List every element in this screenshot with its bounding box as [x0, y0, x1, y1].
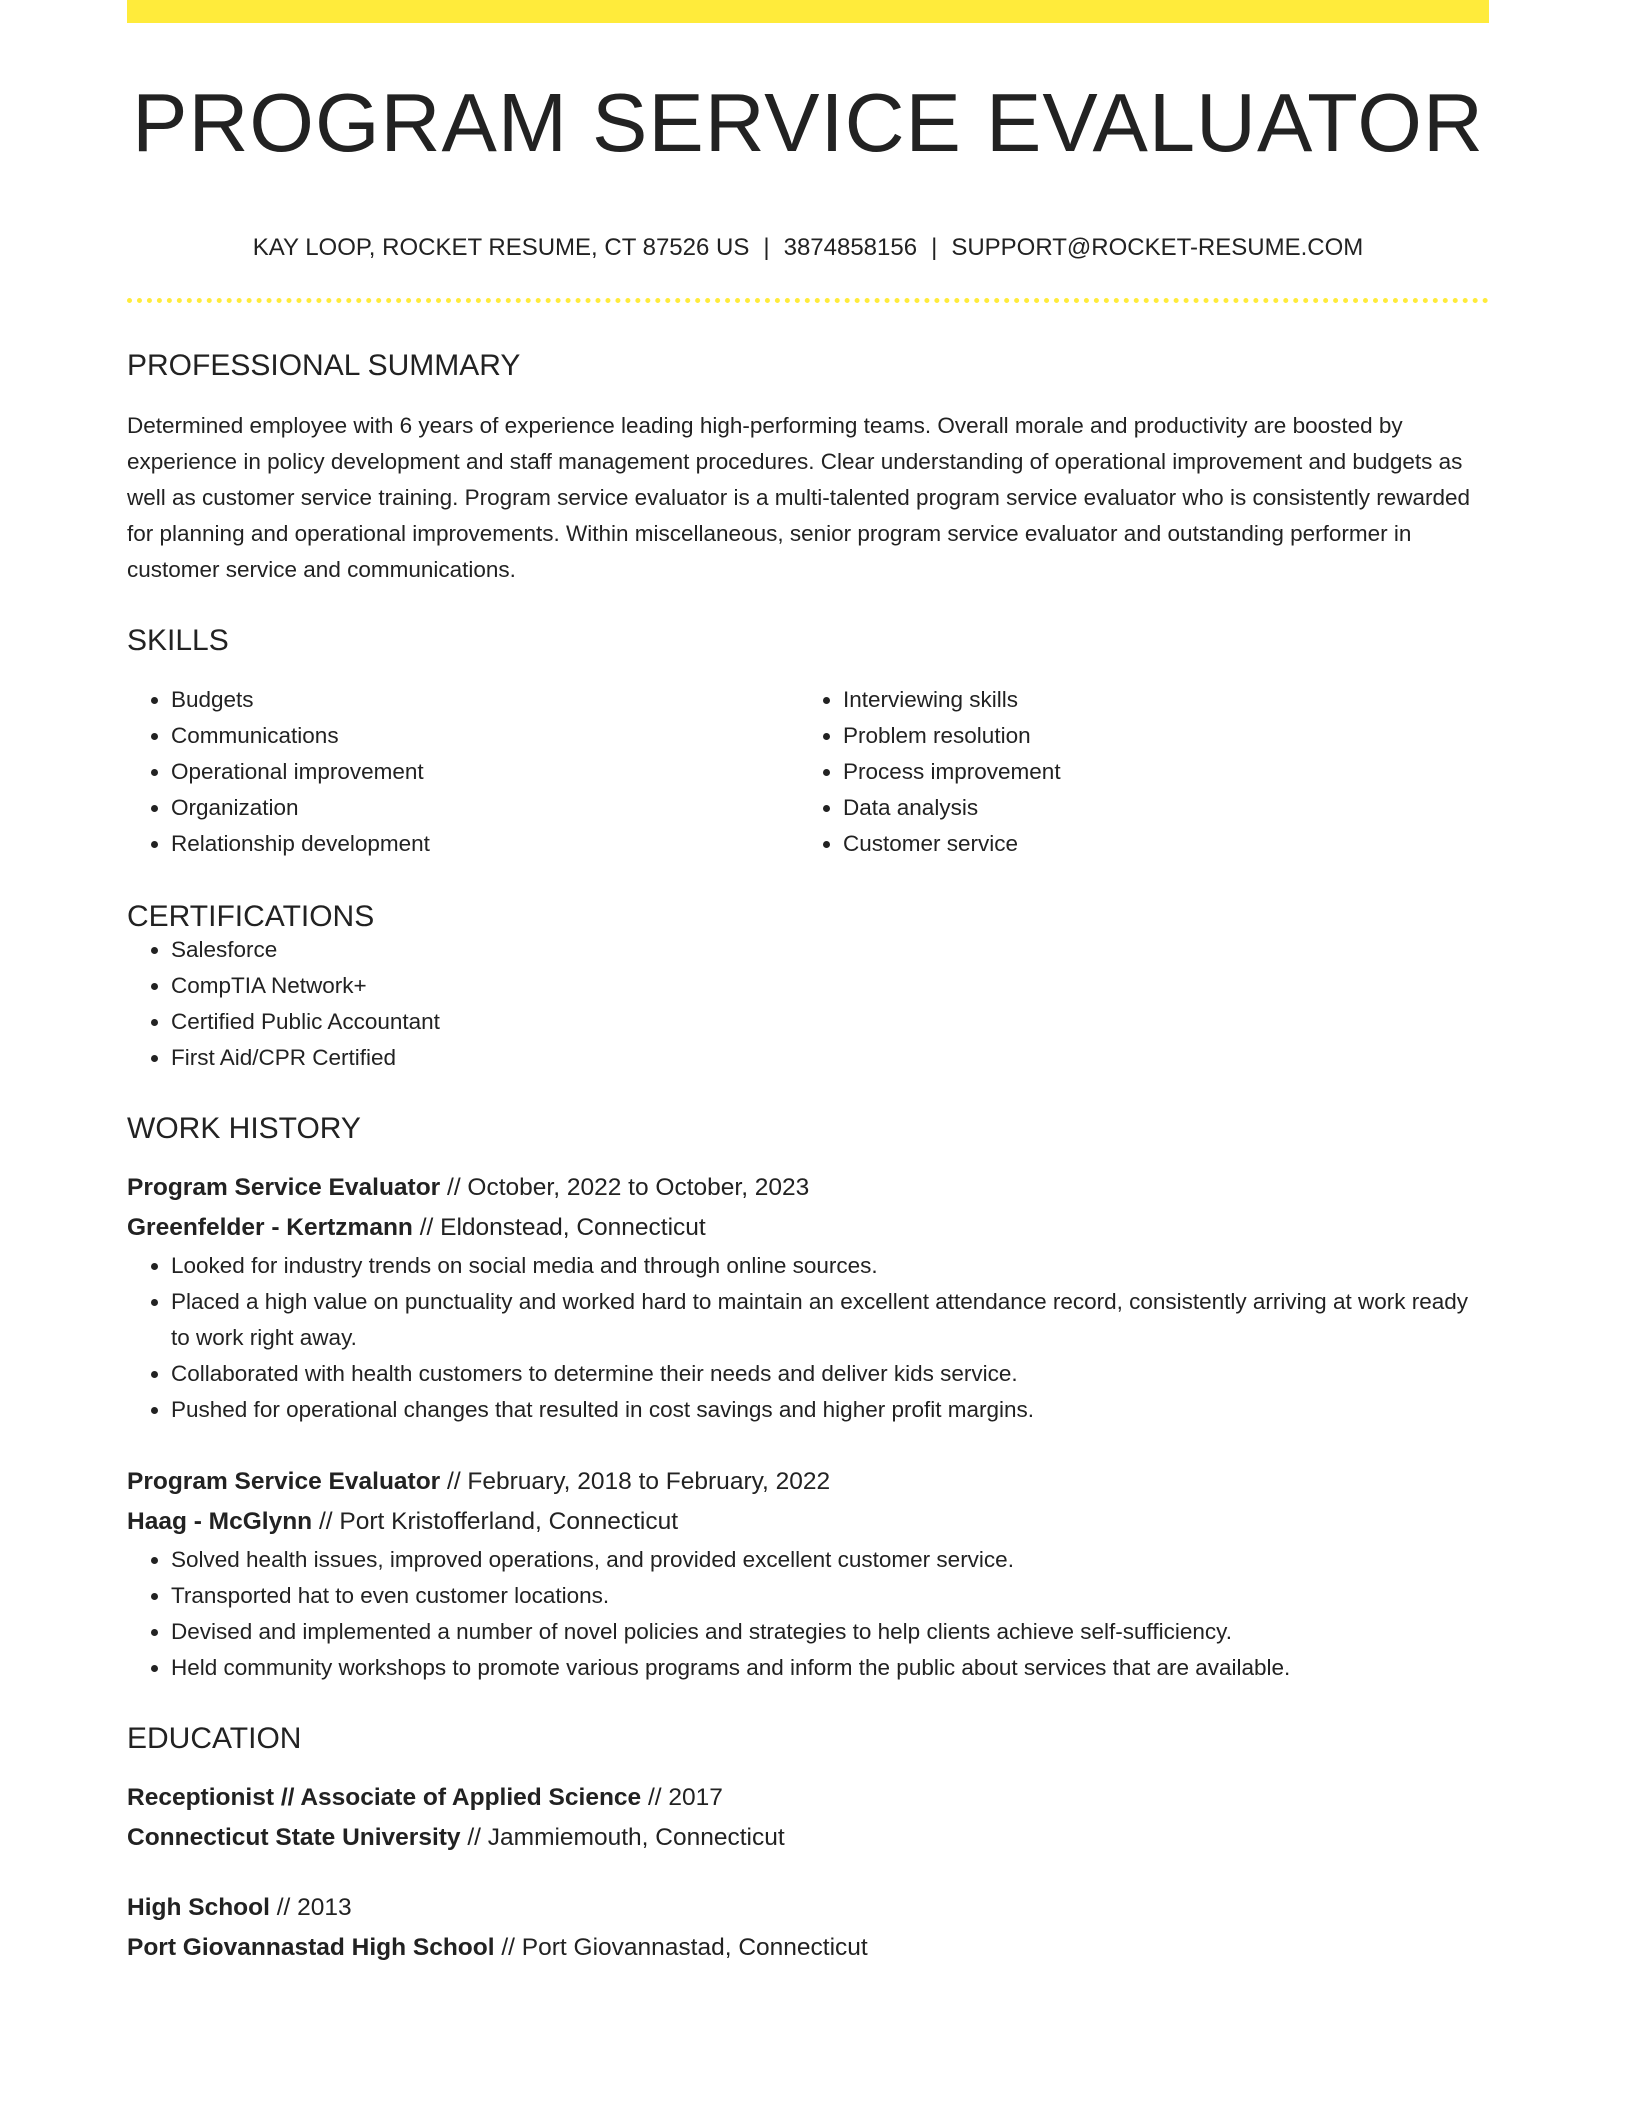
job-role: Program Service Evaluator	[127, 1468, 441, 1495]
education-location: // Port Giovannastad, Connecticut	[494, 1934, 868, 1961]
skill-item: • Organization	[171, 790, 799, 826]
job-bullet-item: • Pushed for operational changes that resulted in cost savings and higher profit margins.	[171, 1392, 1489, 1428]
skill-item: • Communications	[171, 718, 799, 754]
job-dates: // October, 2022 to October, 2023	[440, 1174, 810, 1201]
contact-line	[127, 236, 1489, 260]
job-dates: // February, 2018 to February, 2022	[440, 1468, 831, 1495]
skill-item: • Problem resolution	[843, 718, 1471, 754]
job-bullet-item: • Devised and implemented a number of novel policies and strategies to help clients achieve self-sufficiency.	[171, 1614, 1489, 1650]
job-role-line	[127, 1462, 1489, 1502]
skill-item: • Budgets	[171, 682, 799, 718]
skill-item: • Operational improvement	[171, 754, 799, 790]
skill-item: • Relationship development	[171, 826, 799, 862]
job-company-line	[127, 1208, 1489, 1248]
education-school: Connecticut State University	[127, 1824, 461, 1851]
job-bullet-item: • Transported hat to even customer locations.	[171, 1578, 1489, 1614]
job-bullet-item: • Collaborated with health customers to determine their needs and deliver kids service.	[171, 1356, 1489, 1392]
job-company-line	[127, 1502, 1489, 1542]
job-bullet-item: • Held community workshops to promote various programs and inform the public about services that are available.	[171, 1650, 1489, 1686]
job-role: Program Service Evaluator	[127, 1174, 441, 1201]
education-location: // Jammiemouth, Connecticut	[460, 1824, 785, 1851]
resume-page	[127, 0, 1489, 1968]
accent-top-bar	[127, 0, 1489, 23]
education-year: // 2017	[641, 1784, 723, 1811]
job-bullets	[127, 1248, 1489, 1428]
education-school-line	[127, 1818, 1489, 1858]
job-location: // Eldonstead, Connecticut	[412, 1214, 706, 1241]
certifications-list	[127, 932, 1489, 1076]
section-title-summary: PROFESSIONAL SUMMARY	[127, 349, 521, 382]
section-title-work-history: WORK HISTORY	[127, 1112, 361, 1145]
certification-item: • Salesforce	[171, 932, 1489, 968]
job-role-line	[127, 1168, 1489, 1208]
section-title-education: EDUCATION	[127, 1722, 302, 1755]
skill-item: • Customer service	[843, 826, 1471, 862]
job-bullet-item: • Solved health issues, improved operations, and provided excellent customer service.	[171, 1542, 1489, 1578]
skill-item: • Process improvement	[843, 754, 1471, 790]
skill-item: • Data analysis	[843, 790, 1471, 826]
section-title-skills: SKILLS	[127, 624, 229, 657]
summary-text: Determined employee with 6 years of experience leading high-performing teams. Overall morale and productivity are boosted by experience in policy development and staff management procedures. Clear understanding of operational improvement and budgets as well as customer service training. Program service evaluator is a multi-talented program service evaluator who is consistently rewarded for planning and operational improvements. Within miscellaneous, senior program service evaluator and outstanding performer in customer service and communications.	[127, 413, 1471, 582]
education-degree-line	[127, 1778, 1489, 1818]
education-degree: High School	[127, 1894, 270, 1921]
skill-item: • Interviewing skills	[843, 682, 1471, 718]
contact-phone: 3874858156	[783, 234, 918, 261]
certification-item: • Certified Public Accountant	[171, 1004, 1489, 1040]
job-location: // Port Kristofferland, Connecticut	[312, 1508, 679, 1535]
contact-email: SUPPORT@ROCKET-RESUME.COM	[951, 234, 1364, 261]
skills-column-right	[799, 682, 1471, 862]
skills-column-left	[127, 682, 799, 862]
job-company: Haag - McGlynn	[127, 1508, 313, 1535]
contact-separator: |	[931, 234, 938, 261]
dotted-divider	[127, 298, 1489, 303]
education-degree-line	[127, 1888, 1489, 1928]
education-school: Port Giovannastad High School	[127, 1934, 495, 1961]
job-company: Greenfelder - Kertzmann	[127, 1214, 413, 1241]
job-bullet-item: • Placed a high value on punctuality and worked hard to maintain an excellent attendance record, consistently arriving at work ready to work right away.	[171, 1284, 1489, 1356]
job-bullet-item: • Looked for industry trends on social media and through online sources.	[171, 1248, 1489, 1284]
education-degree: Receptionist // Associate of Applied Science	[127, 1784, 642, 1811]
resume-title: PROGRAM SERVICE EVALUATOR	[132, 76, 1484, 169]
certification-item: • CompTIA Network+	[171, 968, 1489, 1004]
certification-item: • First Aid/CPR Certified	[171, 1040, 1489, 1076]
section-title-certifications: CERTIFICATIONS	[127, 900, 375, 933]
education-school-line	[127, 1928, 1489, 1968]
job-bullets	[127, 1542, 1489, 1686]
skills-grid	[127, 682, 1489, 862]
contact-separator: |	[763, 234, 770, 261]
education-year: // 2013	[269, 1894, 352, 1921]
contact-address: KAY LOOP, ROCKET RESUME, CT 87526 US	[252, 234, 750, 261]
